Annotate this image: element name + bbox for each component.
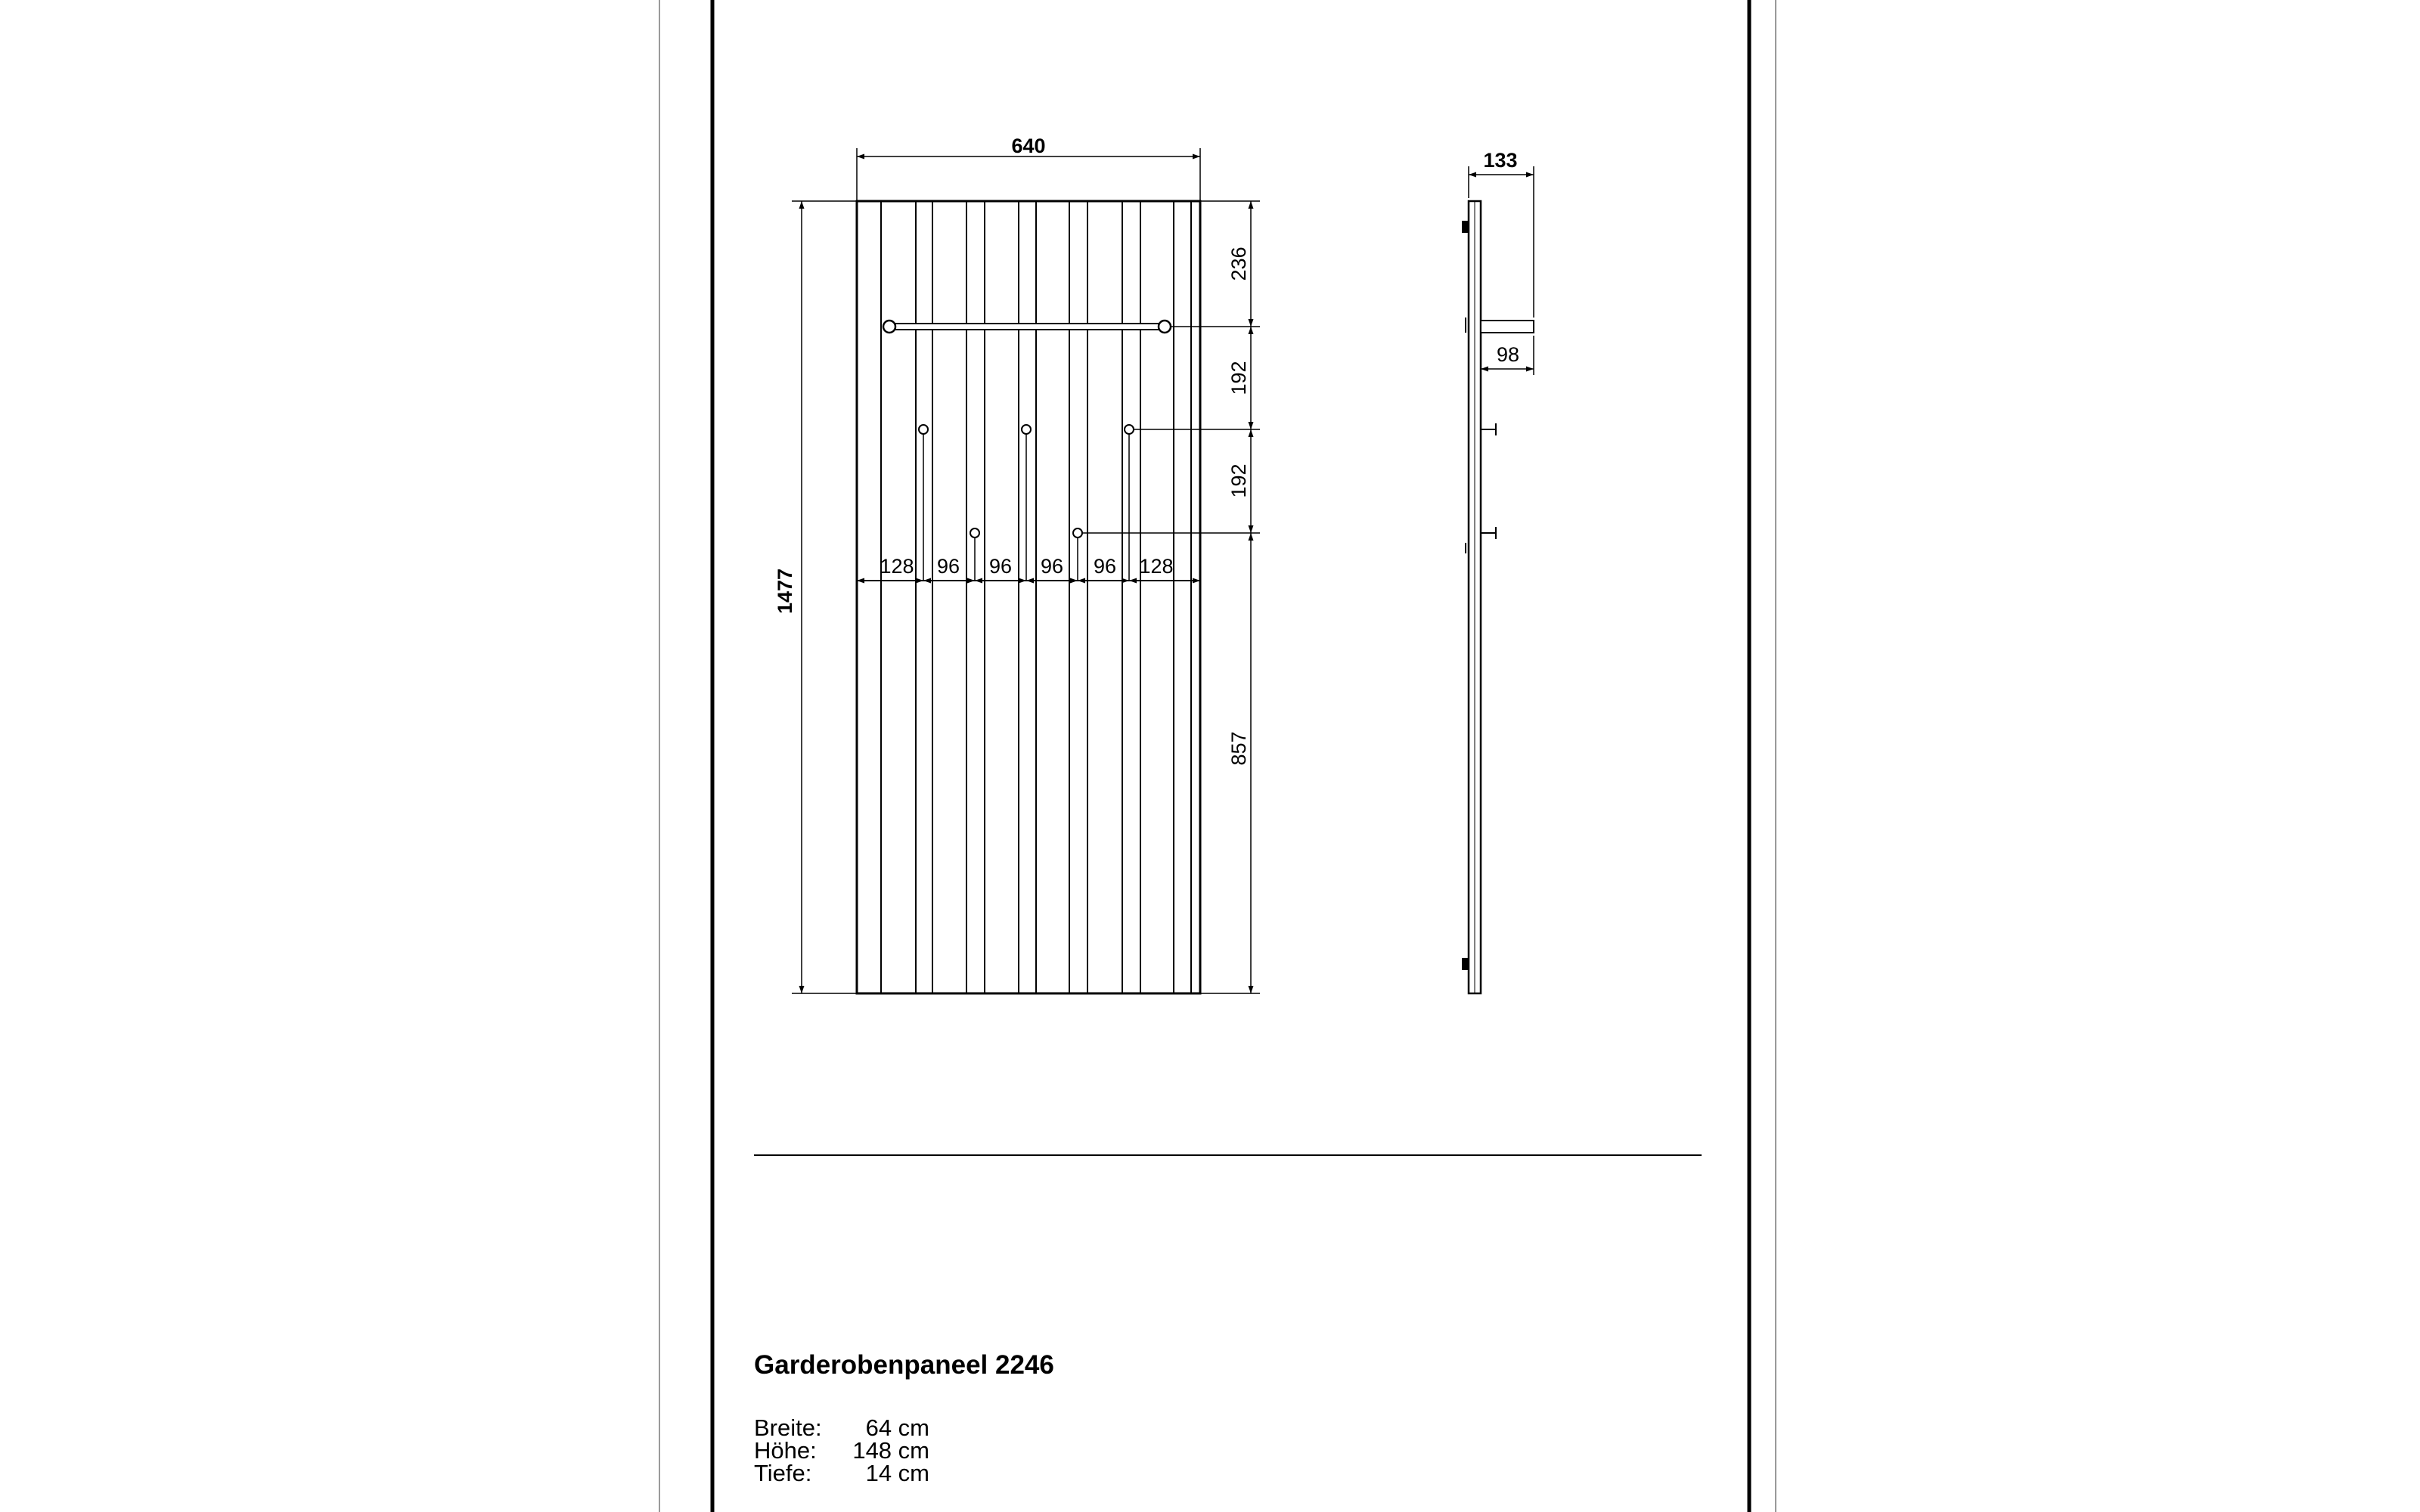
dim-label-128-left: 128 (880, 555, 914, 578)
side-hooks (1481, 423, 1496, 539)
dim-label-192-b: 192 (1227, 463, 1250, 498)
front-view (792, 148, 1260, 993)
rail-depth-dim-label: 98 (1496, 343, 1520, 366)
dim-label-96-2: 96 (988, 555, 1013, 578)
hanging-rail (883, 321, 1171, 333)
dim-label-128-right: 128 (1139, 555, 1174, 578)
spec-row-depth (754, 1461, 929, 1485)
spec-label: Tiefe: (754, 1460, 812, 1486)
spec-value: 148 cm (852, 1437, 929, 1464)
spec-row-width (754, 1416, 929, 1439)
height-dim-label: 1477 (774, 568, 796, 615)
panel-outline (857, 201, 1200, 993)
product-title: Garderobenpaneel 2246 (754, 1350, 1054, 1380)
width-dim-label: 640 (1011, 135, 1046, 157)
dim-label-96-1: 96 (936, 555, 960, 578)
spec-row-height (754, 1439, 929, 1462)
front-view-labels (774, 135, 1250, 766)
page-frame (659, 0, 1776, 1512)
depth-dim-label: 133 (1483, 149, 1518, 172)
dim-label-96-3: 96 (1040, 555, 1064, 578)
panel-slats (881, 201, 1191, 993)
side-rail-arm (1481, 321, 1534, 333)
spec-label: Breite: (754, 1414, 822, 1441)
dim-label-192-a: 192 (1227, 361, 1250, 395)
dim-label-236: 236 (1227, 246, 1250, 281)
dim-label-857: 857 (1227, 731, 1250, 766)
side-view (1463, 166, 1534, 993)
spec-value: 64 cm (865, 1414, 929, 1441)
spec-label: Höhe: (754, 1437, 817, 1464)
dim-label-96-4: 96 (1093, 555, 1117, 578)
spec-value: 14 cm (865, 1460, 929, 1486)
